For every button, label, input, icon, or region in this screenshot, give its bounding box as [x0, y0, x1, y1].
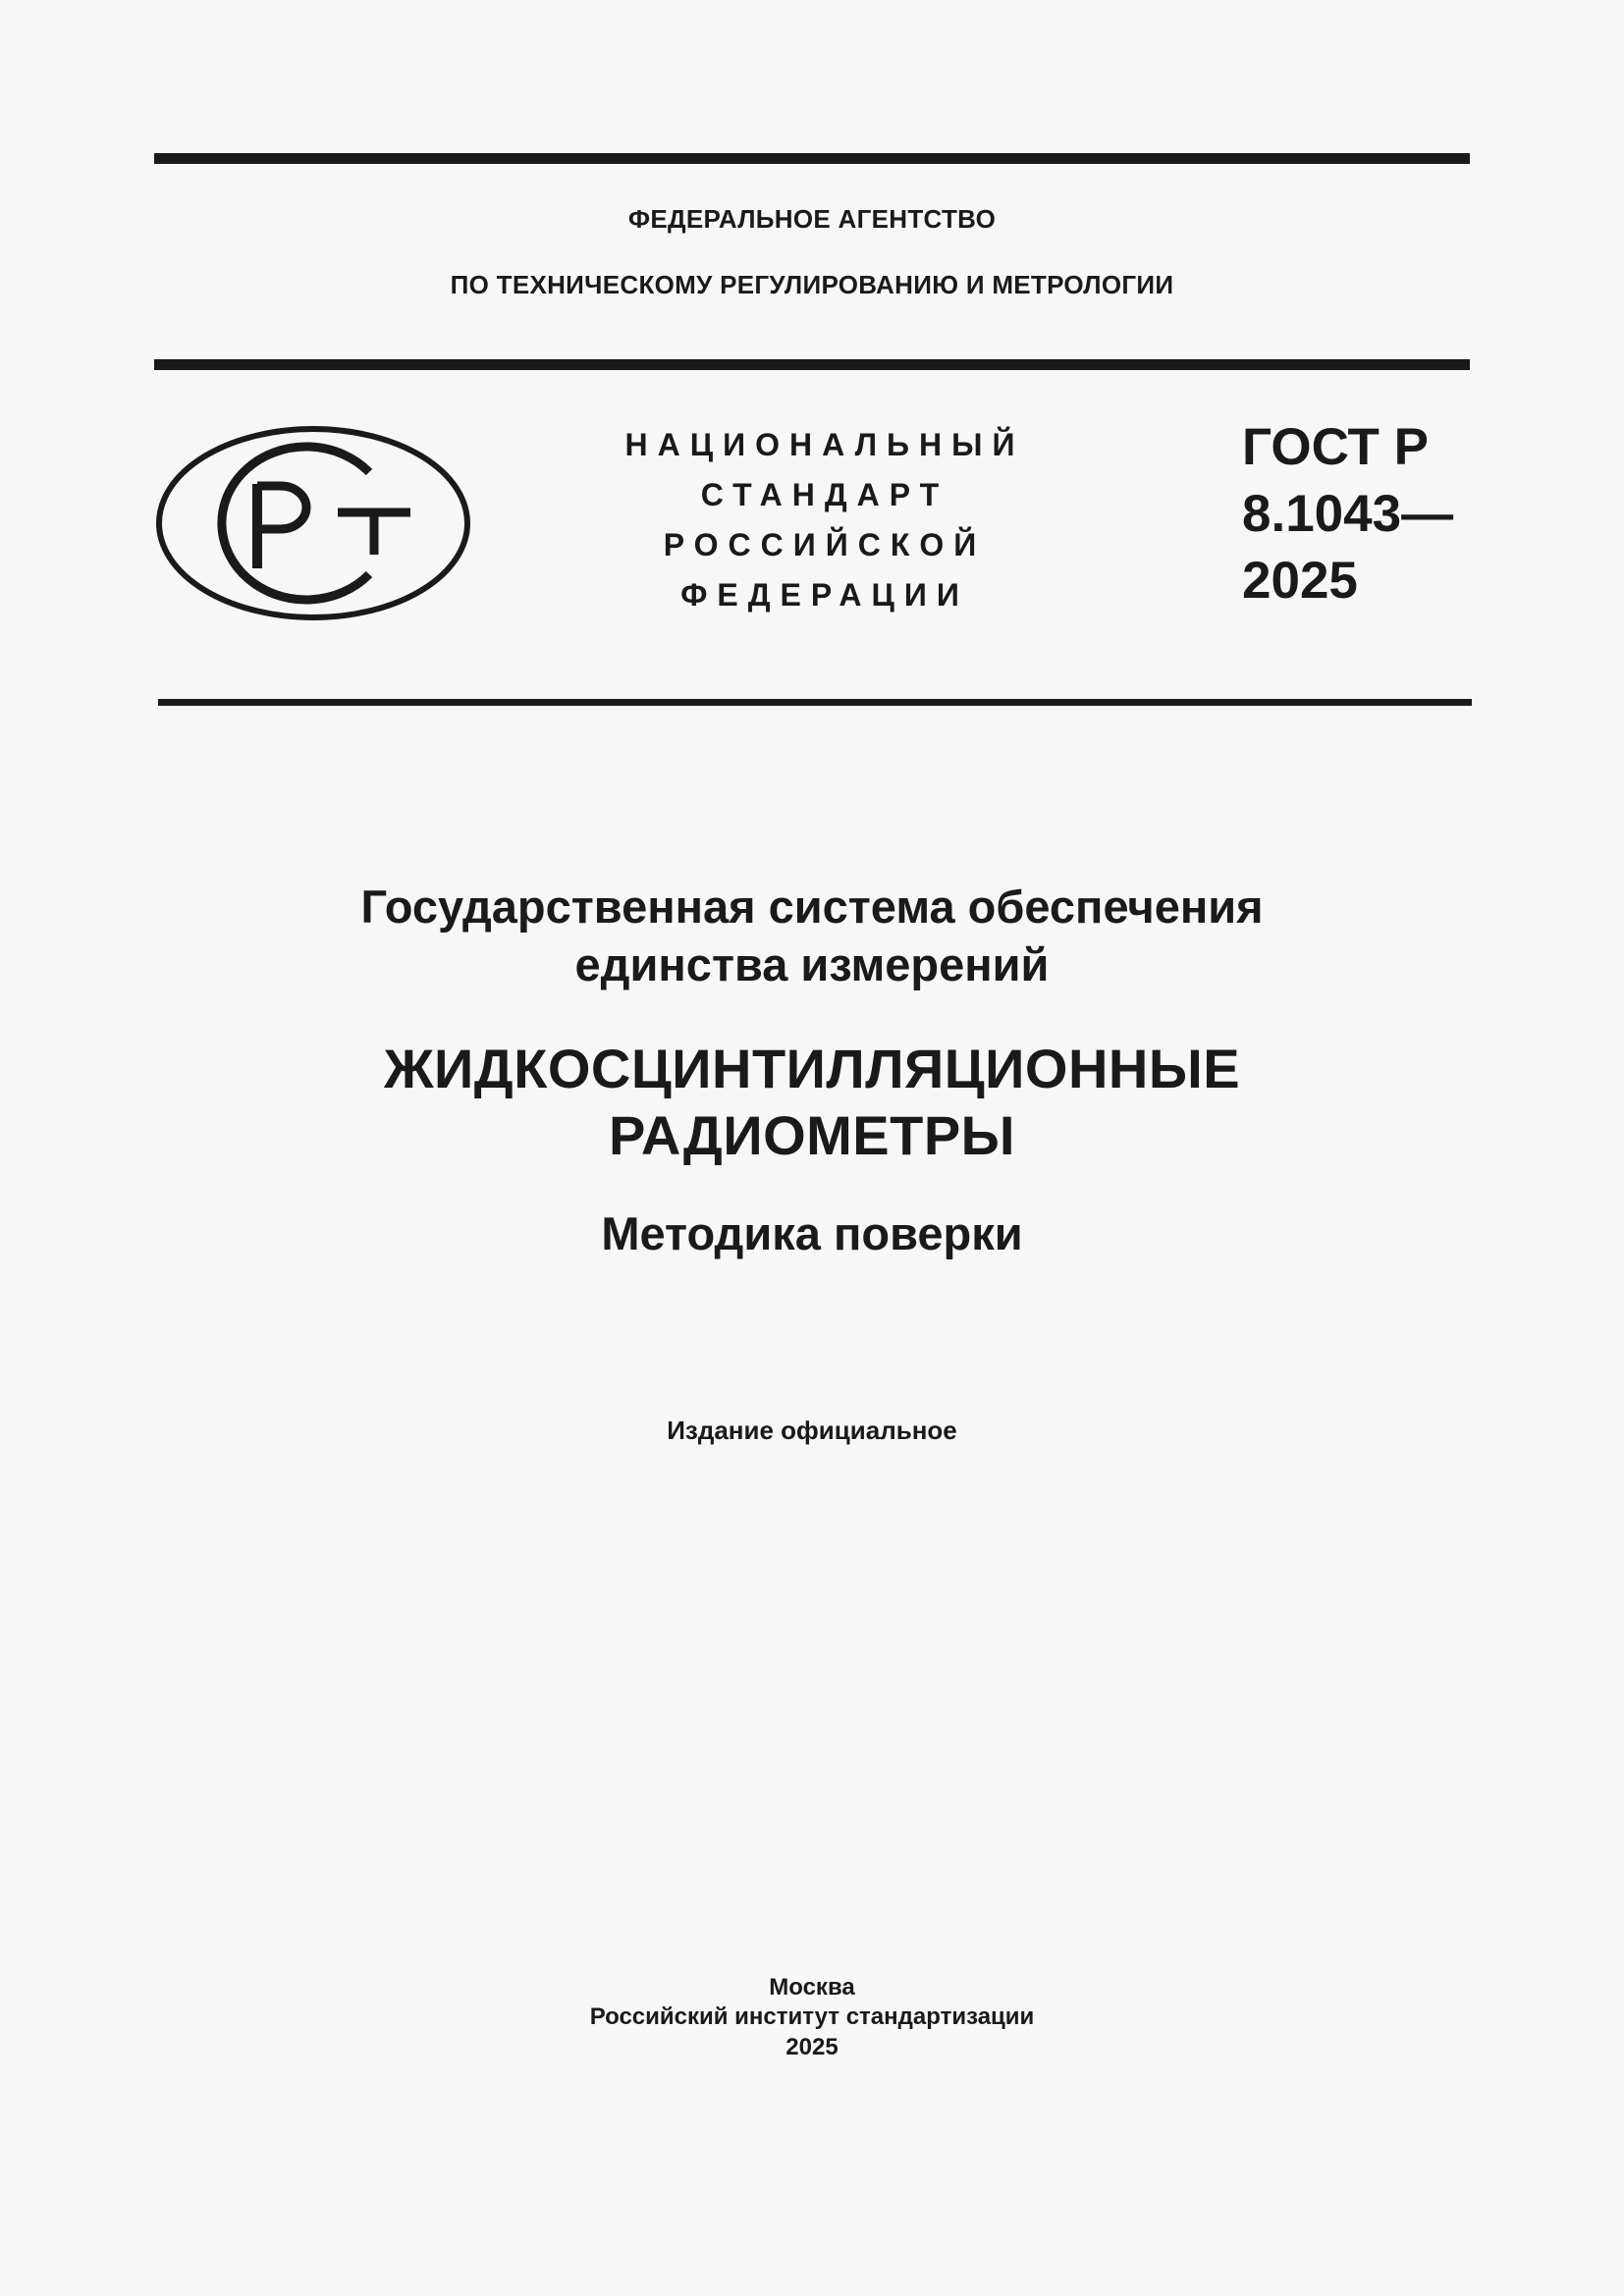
publisher-city: Москва — [769, 1974, 855, 2001]
national-line-1: НАЦИОНАЛЬНЫЙ — [624, 427, 1025, 462]
document-title-line-2: РАДИОМЕТРЫ — [608, 1104, 1016, 1166]
edition-note: Издание официальное — [667, 1415, 957, 1445]
rst-emblem-icon — [155, 425, 471, 621]
gost-line-2: 8.1043— — [1242, 485, 1454, 543]
publication-year: 2025 — [785, 2034, 839, 2060]
national-line-2: СТАНДАРТ — [700, 477, 949, 512]
series-title-line-2: единства измерений — [574, 938, 1050, 990]
bottom-rule — [158, 699, 1472, 706]
gost-line-3: 2025 — [1242, 552, 1358, 610]
national-line-3: РОССИЙСКОЙ — [663, 527, 987, 562]
national-line-4: ФЕДЕРАЦИИ — [680, 577, 969, 613]
gost-line-1: ГОСТ Р — [1242, 418, 1429, 476]
document-subtitle: Методика поверки — [601, 1207, 1023, 1259]
middle-rule — [154, 359, 1470, 370]
standard-designation — [1242, 414, 1453, 614]
document-title-line-1: ЖИДКОСЦИНТИЛЛЯЦИОННЫЕ — [383, 1038, 1241, 1099]
agency-name-line-2: ПО ТЕХНИЧЕСКОМУ РЕГУЛИРОВАНИЮ И МЕТРОЛОГИИ — [450, 270, 1174, 299]
top-rule — [154, 153, 1470, 164]
series-title-line-1: Государственная система обеспечения — [360, 881, 1264, 933]
agency-name-line-1: ФЕДЕРАЛЬНОЕ АГЕНТСТВО — [627, 204, 997, 234]
publisher-name: Российский институт стандартизации — [589, 2003, 1035, 2030]
national-standard-label — [609, 420, 1041, 620]
